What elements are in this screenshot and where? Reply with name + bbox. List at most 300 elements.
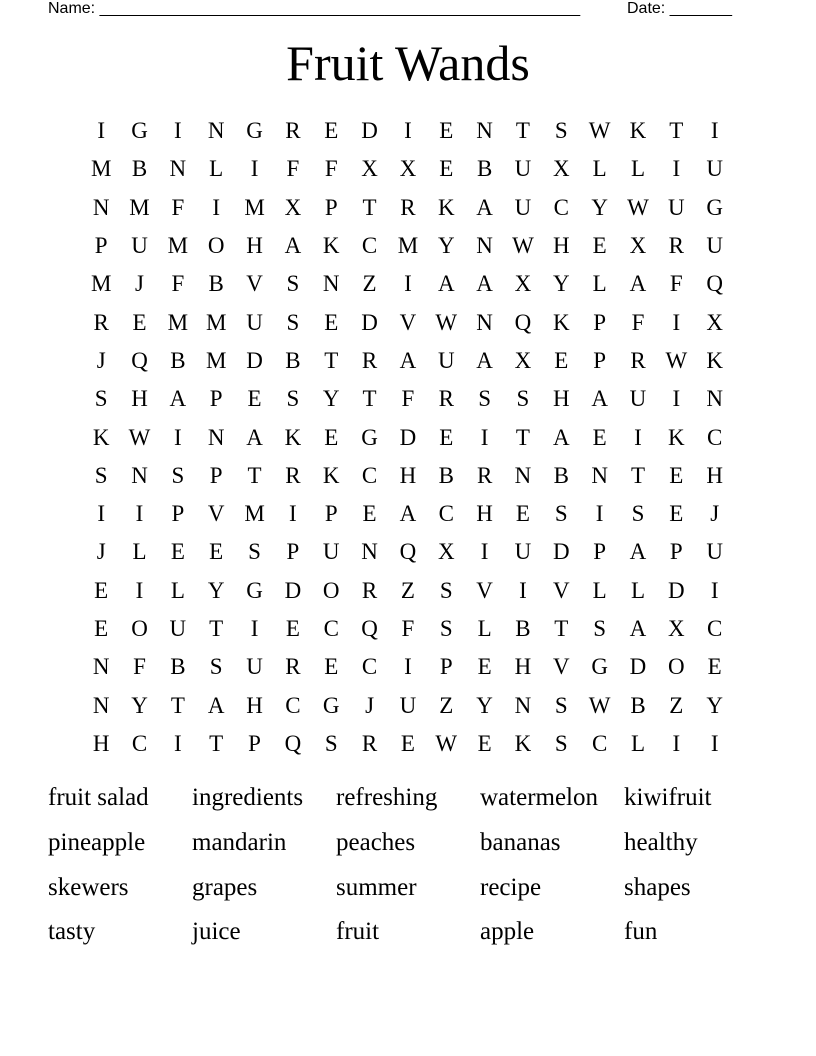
grid-letter: E <box>400 730 415 756</box>
grid-row <box>82 725 734 763</box>
grid-row <box>82 533 734 571</box>
word-bank-item: shapes <box>624 873 691 901</box>
grid-letter: M <box>167 309 189 335</box>
grid-letter: W <box>665 347 688 373</box>
grid-letter: T <box>362 194 377 220</box>
grid-row <box>82 495 734 533</box>
grid-letter: E <box>324 309 339 335</box>
grid-letter: L <box>209 156 224 182</box>
grid-letter: S <box>286 386 300 412</box>
grid-letter: A <box>169 386 187 412</box>
grid-letter: K <box>706 347 723 373</box>
grid-letter: E <box>94 616 109 641</box>
grid-letter: E <box>439 424 454 450</box>
grid-letter: C <box>131 730 148 756</box>
grid-letter: F <box>133 654 146 680</box>
grid-letter: I <box>480 424 489 450</box>
grid-letter: P <box>593 309 607 335</box>
grid-letter: B <box>285 347 301 373</box>
word-bank-item: summer <box>336 873 417 901</box>
grid-letter: N <box>476 233 493 259</box>
grid-letter: Q <box>284 730 302 756</box>
grid-letter: Y <box>437 233 455 259</box>
grid-letter: C <box>285 692 301 718</box>
grid-letter: S <box>516 386 530 412</box>
grid-letter: B <box>131 156 148 182</box>
grid-letter: L <box>170 577 185 603</box>
grid-row <box>82 189 734 227</box>
grid-letter: R <box>285 654 301 680</box>
word-bank-item: apple <box>480 918 535 946</box>
grid-letter: I <box>634 424 642 450</box>
grid-letter: S <box>478 386 491 412</box>
grid-letter: R <box>285 462 301 488</box>
grid-letter: A <box>591 386 608 412</box>
grid-letter: U <box>514 194 532 220</box>
grid-letter: R <box>668 233 684 259</box>
grid-letter: I <box>174 730 182 756</box>
grid-letter: L <box>592 271 607 297</box>
word-bank-item: bananas <box>480 829 561 857</box>
grid-letter: E <box>324 424 339 450</box>
grid-letter: I <box>404 654 412 680</box>
grid-letter: S <box>439 577 453 603</box>
grid-letter: R <box>361 577 378 603</box>
grid-letter: A <box>399 347 417 373</box>
letter-grid <box>82 112 734 763</box>
word-bank-row <box>48 821 768 866</box>
grid-letter: F <box>171 194 185 220</box>
grid-letter: E <box>94 577 109 603</box>
grid-letter: N <box>706 386 723 412</box>
grid-letter: I <box>710 118 719 144</box>
grid-row <box>82 686 734 724</box>
grid-letter: Q <box>514 309 532 335</box>
grid-row <box>82 303 734 341</box>
grid-letter: T <box>247 462 262 488</box>
grid-letter: J <box>365 692 375 718</box>
grid-letter: P <box>324 194 338 220</box>
grid-letter: N <box>207 118 225 144</box>
grid-row <box>82 150 734 188</box>
grid-letter: A <box>476 271 493 297</box>
grid-letter: O <box>207 233 225 259</box>
grid-letter: N <box>476 309 493 335</box>
grid-row <box>82 457 734 495</box>
grid-letter: Z <box>362 271 377 297</box>
grid-letter: E <box>170 539 185 565</box>
grid-letter: Q <box>131 347 148 373</box>
grid-letter: M <box>167 233 189 259</box>
grid-letter: F <box>324 156 338 182</box>
grid-letter: P <box>439 654 453 680</box>
grid-letter: U <box>169 616 187 641</box>
grid-letter: R <box>476 462 493 488</box>
grid-letter: I <box>174 118 182 144</box>
grid-letter: C <box>591 730 608 756</box>
grid-letter: N <box>92 654 110 680</box>
grid-letter: A <box>629 271 647 297</box>
grid-letter: Y <box>552 271 570 297</box>
grid-letter: P <box>286 539 300 565</box>
grid-letter: J <box>710 501 720 527</box>
grid-letter: G <box>591 654 608 680</box>
grid-letter: I <box>289 501 297 527</box>
grid-letter: S <box>324 730 338 756</box>
grid-letter: V <box>552 654 570 680</box>
grid-letter: I <box>174 424 182 450</box>
grid-letter: P <box>593 347 607 373</box>
word-bank-item: tasty <box>48 918 96 946</box>
grid-letter: F <box>286 156 300 182</box>
grid-letter: Q <box>706 271 723 297</box>
grid-letter: E <box>324 654 339 680</box>
grid-letter: U <box>514 539 532 565</box>
grid-letter: W <box>512 233 534 259</box>
grid-letter: J <box>96 347 106 373</box>
grid-letter: N <box>92 194 110 220</box>
grid-letter: V <box>552 577 570 603</box>
grid-letter: D <box>284 577 302 603</box>
grid-letter: T <box>170 692 185 718</box>
grid-letter: T <box>554 616 569 641</box>
grid-letter: W <box>435 730 458 756</box>
word-bank-item: healthy <box>624 829 698 857</box>
grid-letter: G <box>131 118 148 144</box>
grid-letter: H <box>246 233 263 259</box>
grid-letter: A <box>552 424 570 450</box>
grid-letter: H <box>476 501 493 527</box>
word-bank-item: skewers <box>48 873 129 901</box>
grid-letter: R <box>630 347 646 373</box>
grid-letter: C <box>361 462 378 488</box>
word-bank-item: pineapple <box>48 829 146 857</box>
grid-letter: A <box>207 692 225 718</box>
grid-letter: Y <box>591 194 608 220</box>
grid-letter: A <box>399 501 417 527</box>
grid-letter: P <box>324 501 338 527</box>
grid-letter: R <box>361 730 378 756</box>
grid-letter: Z <box>400 577 415 603</box>
grid-letter: K <box>92 424 110 450</box>
word-bank-item: grapes <box>192 873 258 901</box>
grid-letter: I <box>404 118 412 144</box>
grid-letter: D <box>399 424 417 450</box>
grid-letter: I <box>97 118 105 144</box>
grid-letter: H <box>246 692 263 718</box>
word-bank-item: kiwifruit <box>624 784 712 812</box>
grid-row <box>82 227 734 265</box>
grid-letter: N <box>514 462 532 488</box>
grid-letter: B <box>170 347 186 373</box>
grid-letter: U <box>399 692 417 718</box>
grid-letter: E <box>669 501 684 527</box>
grid-letter: E <box>592 233 607 259</box>
grid-letter: S <box>593 616 607 641</box>
grid-letter: S <box>286 271 300 297</box>
word-bank-item: fruit salad <box>48 784 149 812</box>
grid-letter: L <box>630 577 646 603</box>
grid-letter: X <box>514 347 532 373</box>
word-bank-item: fruit <box>336 918 380 946</box>
grid-letter: O <box>131 616 148 641</box>
grid-letter: C <box>438 501 454 527</box>
grid-letter: U <box>322 539 340 565</box>
grid-row <box>82 265 734 303</box>
grid-letter: O <box>668 654 685 680</box>
grid-letter: C <box>553 194 569 220</box>
grid-letter: P <box>209 386 223 412</box>
word-bank-row <box>48 910 768 955</box>
grid-letter: B <box>476 156 493 182</box>
grid-letter: C <box>323 616 339 641</box>
grid-letter: X <box>552 156 570 182</box>
grid-letter: X <box>399 156 417 182</box>
grid-letter: T <box>324 347 339 373</box>
word-bank-item: recipe <box>480 873 542 901</box>
grid-row <box>82 112 734 150</box>
word-bank <box>48 776 768 955</box>
grid-letter: K <box>437 194 455 220</box>
grid-letter: M <box>205 347 227 373</box>
date-field: Date: _______ <box>627 0 732 17</box>
word-bank-row <box>48 865 768 910</box>
grid-letter: P <box>593 539 607 565</box>
grid-letter: S <box>554 730 568 756</box>
grid-letter: E <box>592 424 607 450</box>
grid-letter: X <box>629 233 647 259</box>
grid-letter: S <box>554 118 568 144</box>
grid-letter: G <box>322 692 340 718</box>
grid-letter: O <box>322 577 340 603</box>
grid-letter: S <box>248 539 261 565</box>
grid-letter: I <box>135 577 144 603</box>
grid-letter: I <box>97 501 105 527</box>
grid-letter: F <box>401 386 415 412</box>
grid-letter: B <box>208 271 224 297</box>
grid-letter: S <box>94 386 108 412</box>
word-bank-item: watermelon <box>480 784 599 812</box>
grid-letter: U <box>668 194 685 220</box>
grid-letter: J <box>96 539 106 565</box>
grid-letter: A <box>629 616 647 641</box>
grid-letter: F <box>171 271 185 297</box>
grid-letter: T <box>515 424 530 450</box>
grid-letter: Y <box>207 577 225 603</box>
grid-letter: W <box>627 194 649 220</box>
grid-letter: X <box>706 309 723 335</box>
grid-letter: E <box>132 309 147 335</box>
grid-letter: Y <box>476 692 493 718</box>
grid-letter: N <box>476 118 493 144</box>
grid-letter: N <box>361 539 378 565</box>
grid-letter: M <box>397 233 419 259</box>
grid-letter: E <box>669 462 684 488</box>
grid-letter: V <box>476 577 493 603</box>
grid-letter: Z <box>439 692 454 718</box>
grid-letter: M <box>244 501 265 527</box>
grid-letter: A <box>437 271 455 297</box>
grid-letter: I <box>710 577 719 603</box>
grid-letter: D <box>246 347 263 373</box>
grid-letter: E <box>477 730 492 756</box>
grid-letter: E <box>362 501 377 527</box>
grid-letter: S <box>94 462 108 488</box>
grid-letter: B <box>170 654 186 680</box>
grid-letter: H <box>92 730 110 756</box>
grid-letter: Y <box>322 386 340 412</box>
grid-letter: S <box>286 309 300 335</box>
grid-letter: D <box>668 577 685 603</box>
grid-row <box>82 380 734 418</box>
grid-letter: G <box>246 118 263 144</box>
grid-letter: I <box>595 501 604 527</box>
grid-letter: P <box>171 501 185 527</box>
grid-letter: Q <box>399 539 417 565</box>
grid-letter: D <box>361 118 378 144</box>
grid-letter: E <box>439 156 454 182</box>
grid-letter: P <box>209 462 223 488</box>
grid-letter: I <box>710 730 719 756</box>
grid-row <box>82 648 734 686</box>
word-bank-item: refreshing <box>336 784 438 812</box>
grid-letter: W <box>588 692 611 718</box>
grid-row <box>82 342 734 380</box>
grid-letter: N <box>322 271 340 297</box>
grid-letter: T <box>630 462 646 488</box>
grid-letter: I <box>212 194 221 220</box>
grid-letter: S <box>554 692 568 718</box>
grid-letter: H <box>131 386 148 412</box>
grid-letter: M <box>90 156 112 182</box>
grid-letter: U <box>706 233 723 259</box>
grid-letter: T <box>209 616 224 641</box>
grid-letter: U <box>246 309 263 335</box>
grid-letter: E <box>247 386 262 412</box>
grid-letter: X <box>437 539 455 565</box>
word-bank-item: mandarin <box>192 829 287 857</box>
grid-letter: V <box>399 309 417 335</box>
grid-letter: U <box>246 654 263 680</box>
grid-letter: X <box>668 616 685 641</box>
grid-letter: I <box>519 577 527 603</box>
grid-letter: I <box>672 156 681 182</box>
grid-letter: P <box>248 730 261 756</box>
grid-letter: B <box>515 616 531 641</box>
grid-row <box>82 572 734 610</box>
grid-letter: M <box>90 271 112 297</box>
grid-letter: F <box>401 616 415 641</box>
grid-letter: N <box>92 692 110 718</box>
grid-letter: J <box>135 271 144 297</box>
grid-letter: A <box>476 347 493 373</box>
grid-letter: V <box>207 501 225 527</box>
grid-letter: S <box>439 616 453 641</box>
grid-letter: X <box>284 194 302 220</box>
grid-letter: F <box>631 309 645 335</box>
grid-letter: U <box>629 386 647 412</box>
grid-letter: I <box>250 616 259 641</box>
grid-letter: K <box>322 462 340 488</box>
grid-letter: L <box>477 616 492 641</box>
grid-letter: I <box>250 156 259 182</box>
grid-letter: C <box>361 233 378 259</box>
grid-letter: H <box>706 462 723 488</box>
grid-letter: B <box>553 462 569 488</box>
word-bank-item: ingredients <box>192 784 304 812</box>
grid-letter: W <box>588 118 611 144</box>
grid-letter: C <box>707 424 723 450</box>
grid-letter: X <box>361 156 378 182</box>
grid-letter: L <box>132 539 147 565</box>
grid-letter: E <box>209 539 224 565</box>
grid-letter: Y <box>131 692 148 718</box>
grid-letter: H <box>399 462 417 488</box>
grid-letter: C <box>361 654 378 680</box>
grid-letter: E <box>324 118 339 144</box>
grid-letter: N <box>591 462 608 488</box>
grid-letter: I <box>672 309 681 335</box>
grid-letter: E <box>285 616 300 641</box>
grid-letter: L <box>592 156 607 182</box>
grid-row <box>82 418 734 456</box>
grid-letter: E <box>554 347 569 373</box>
grid-letter: N <box>169 156 187 182</box>
grid-letter: D <box>552 539 570 565</box>
word-bank-item: juice <box>192 918 241 946</box>
grid-letter: S <box>554 501 568 527</box>
grid-letter: K <box>322 233 340 259</box>
grid-letter: L <box>630 730 646 756</box>
grid-letter: M <box>205 309 227 335</box>
grid-letter: F <box>669 271 683 297</box>
grid-letter: T <box>669 118 684 144</box>
grid-letter: B <box>630 692 646 718</box>
grid-letter: Z <box>669 692 684 718</box>
name-field: Name: ______________________________________________________ <box>48 0 581 17</box>
grid-letter: H <box>514 654 532 680</box>
grid-letter: R <box>93 309 109 335</box>
grid-letter: K <box>514 730 532 756</box>
grid-letter: L <box>630 156 646 182</box>
grid-letter: I <box>135 501 144 527</box>
grid-letter: Q <box>361 616 378 641</box>
grid-letter: K <box>552 309 570 335</box>
grid-letter: K <box>629 118 647 144</box>
grid-letter: H <box>552 233 570 259</box>
grid-letter: V <box>246 271 263 297</box>
word-bank-row <box>48 776 768 821</box>
grid-letter: U <box>131 233 148 259</box>
word-bank-item: fun <box>624 918 658 946</box>
grid-letter: U <box>514 156 532 182</box>
grid-letter: R <box>400 194 416 220</box>
grid-letter: I <box>480 539 489 565</box>
grid-letter: S <box>209 654 223 680</box>
grid-letter: K <box>668 424 685 450</box>
grid-letter: A <box>284 233 302 259</box>
grid-letter: E <box>439 118 454 144</box>
grid-letter: H <box>552 386 570 412</box>
grid-letter: U <box>437 347 455 373</box>
grid-row <box>82 610 734 648</box>
grid-letter: U <box>706 539 723 565</box>
grid-letter: D <box>629 654 647 680</box>
grid-letter: G <box>361 424 378 450</box>
grid-letter: S <box>631 501 645 527</box>
grid-letter: M <box>244 194 265 220</box>
grid-letter: W <box>435 309 458 335</box>
